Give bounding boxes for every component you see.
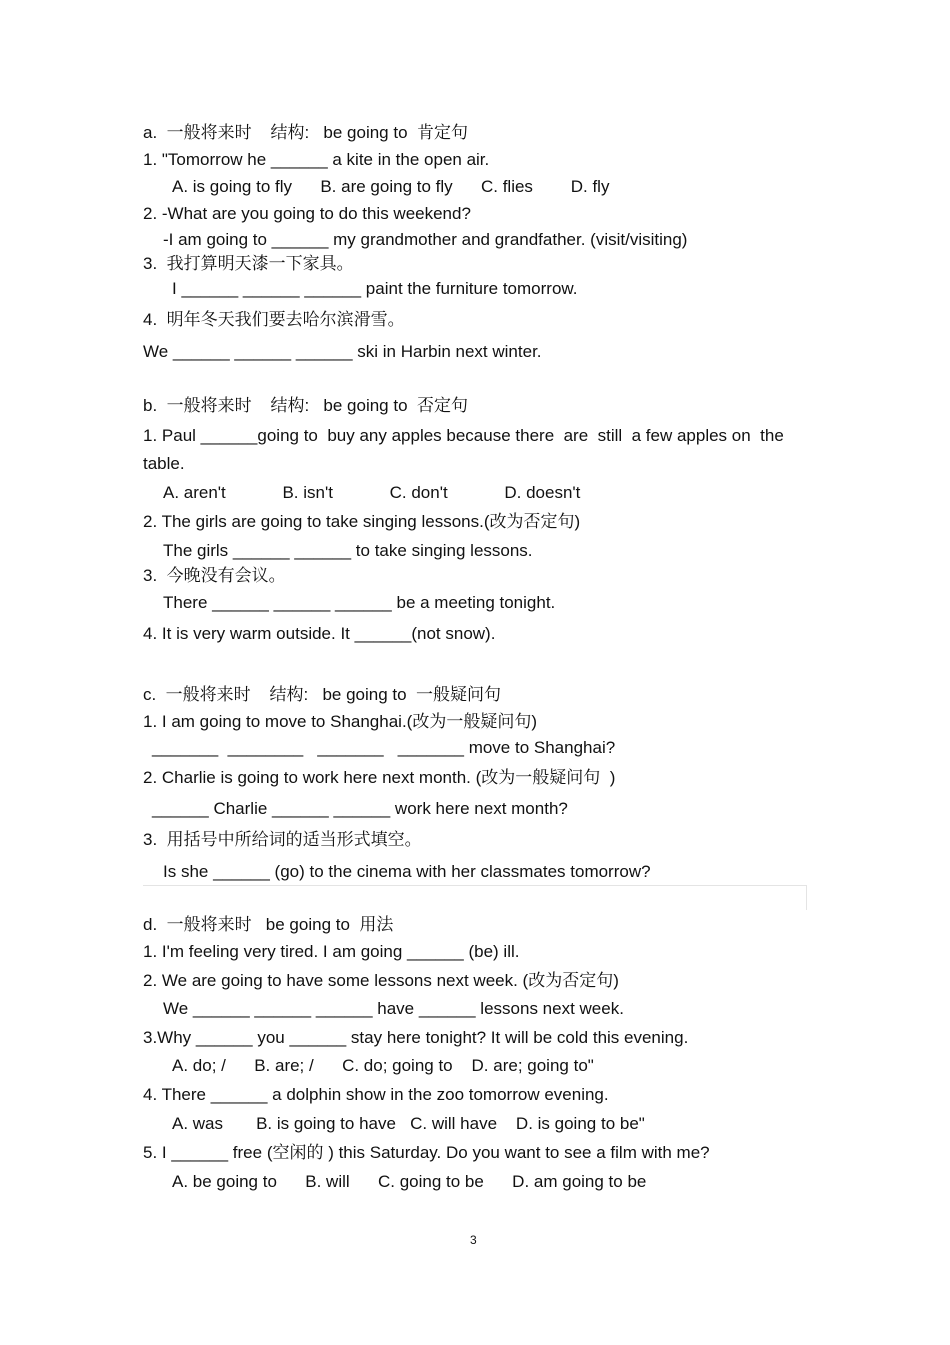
section-b-q1: 1. Paul ______going to buy any apples because there are still a few apples on the	[143, 426, 784, 445]
section-d-q3-options: A. do; / B. are; / C. do; going to D. are; going to"	[172, 1056, 594, 1075]
section-a-q2: 2. -What are you going to do this weekend?	[143, 204, 471, 223]
section-a-q3-answer: I ______ ______ ______ paint the furniture tomorrow.	[172, 279, 578, 298]
section-d-q5: 5. I ______ free (空闲的 ) this Saturday. Do you want to see a film with me?	[143, 1143, 710, 1162]
page-number: 3	[470, 1233, 477, 1247]
section-c-q2: 2. Charlie is going to work here next month. (改为一般疑问句 )	[143, 768, 616, 787]
section-d-q1: 1. I'm feeling very tired. I am going ______ (be) ill.	[143, 942, 520, 961]
section-c-heading: c. 一般将来时 结构: be going to 一般疑问句	[143, 685, 502, 704]
section-d-q2-answer: We ______ ______ ______ have ______ lessons next week.	[163, 999, 624, 1018]
section-a-q4: 4. 明年冬天我们要去哈尔滨滑雪。	[143, 310, 405, 329]
section-a-q2-answer: -I am going to ______ my grandmother and grandfather. (visit/visiting)	[163, 230, 688, 249]
section-c-q1: 1. I am going to move to Shanghai.(改为一般疑问句)	[143, 712, 537, 731]
faint-table-border	[143, 885, 807, 910]
section-a-q1: 1. "Tomorrow he ______ a kite in the open air.	[143, 150, 490, 169]
section-b-q3: 3. 今晚没有会议。	[143, 566, 286, 585]
section-d-q5-options: A. be going to B. will C. going to be D. am going to be	[172, 1172, 647, 1191]
section-d-q4-options: A. was B. is going to have C. will have D. is going to be"	[172, 1114, 645, 1133]
section-a-q1-options: A. is going to fly B. are going to fly C. flies D. fly	[172, 177, 610, 196]
section-c-q1-answer: _______ ________ _______ _______ move to Shanghai?	[152, 738, 616, 757]
section-b-q2: 2. The girls are going to take singing lessons.(改为否定句)	[143, 512, 581, 531]
section-a-heading: a. 一般将来时 结构: be going to 肯定句	[143, 123, 468, 142]
section-d-q3: 3.Why ______ you ______ stay here tonight? It will be cold this evening.	[143, 1028, 689, 1047]
section-b-q3-answer: There ______ ______ ______ be a meeting tonight.	[163, 593, 556, 612]
section-a-q4-answer: We ______ ______ ______ ski in Harbin next winter.	[143, 342, 542, 361]
section-d-heading: d. 一般将来时 be going to 用法	[143, 915, 394, 934]
section-d-q4: 4. There ______ a dolphin show in the zoo tomorrow evening.	[143, 1085, 609, 1104]
section-b-q4: 4. It is very warm outside. It ______(not snow).	[143, 624, 496, 643]
section-c-q3-answer: Is she ______ (go) to the cinema with her classmates tomorrow?	[163, 862, 651, 881]
section-c-q2-answer: ______ Charlie ______ ______ work here next month?	[152, 799, 568, 818]
section-b-q2-answer: The girls ______ ______ to take singing lessons.	[163, 541, 533, 560]
section-d-q2: 2. We are going to have some lessons next week. (改为否定句)	[143, 971, 619, 990]
section-c-q3: 3. 用括号中所给词的适当形式填空。	[143, 830, 422, 849]
section-b-q1-options: A. aren't B. isn't C. don't D. doesn't	[163, 483, 581, 502]
section-a-q3: 3. 我打算明天漆一下家具。	[143, 254, 354, 273]
section-b-heading: b. 一般将来时 结构: be going to 否定句	[143, 396, 468, 415]
section-b-q1-continued: table.	[143, 454, 185, 473]
